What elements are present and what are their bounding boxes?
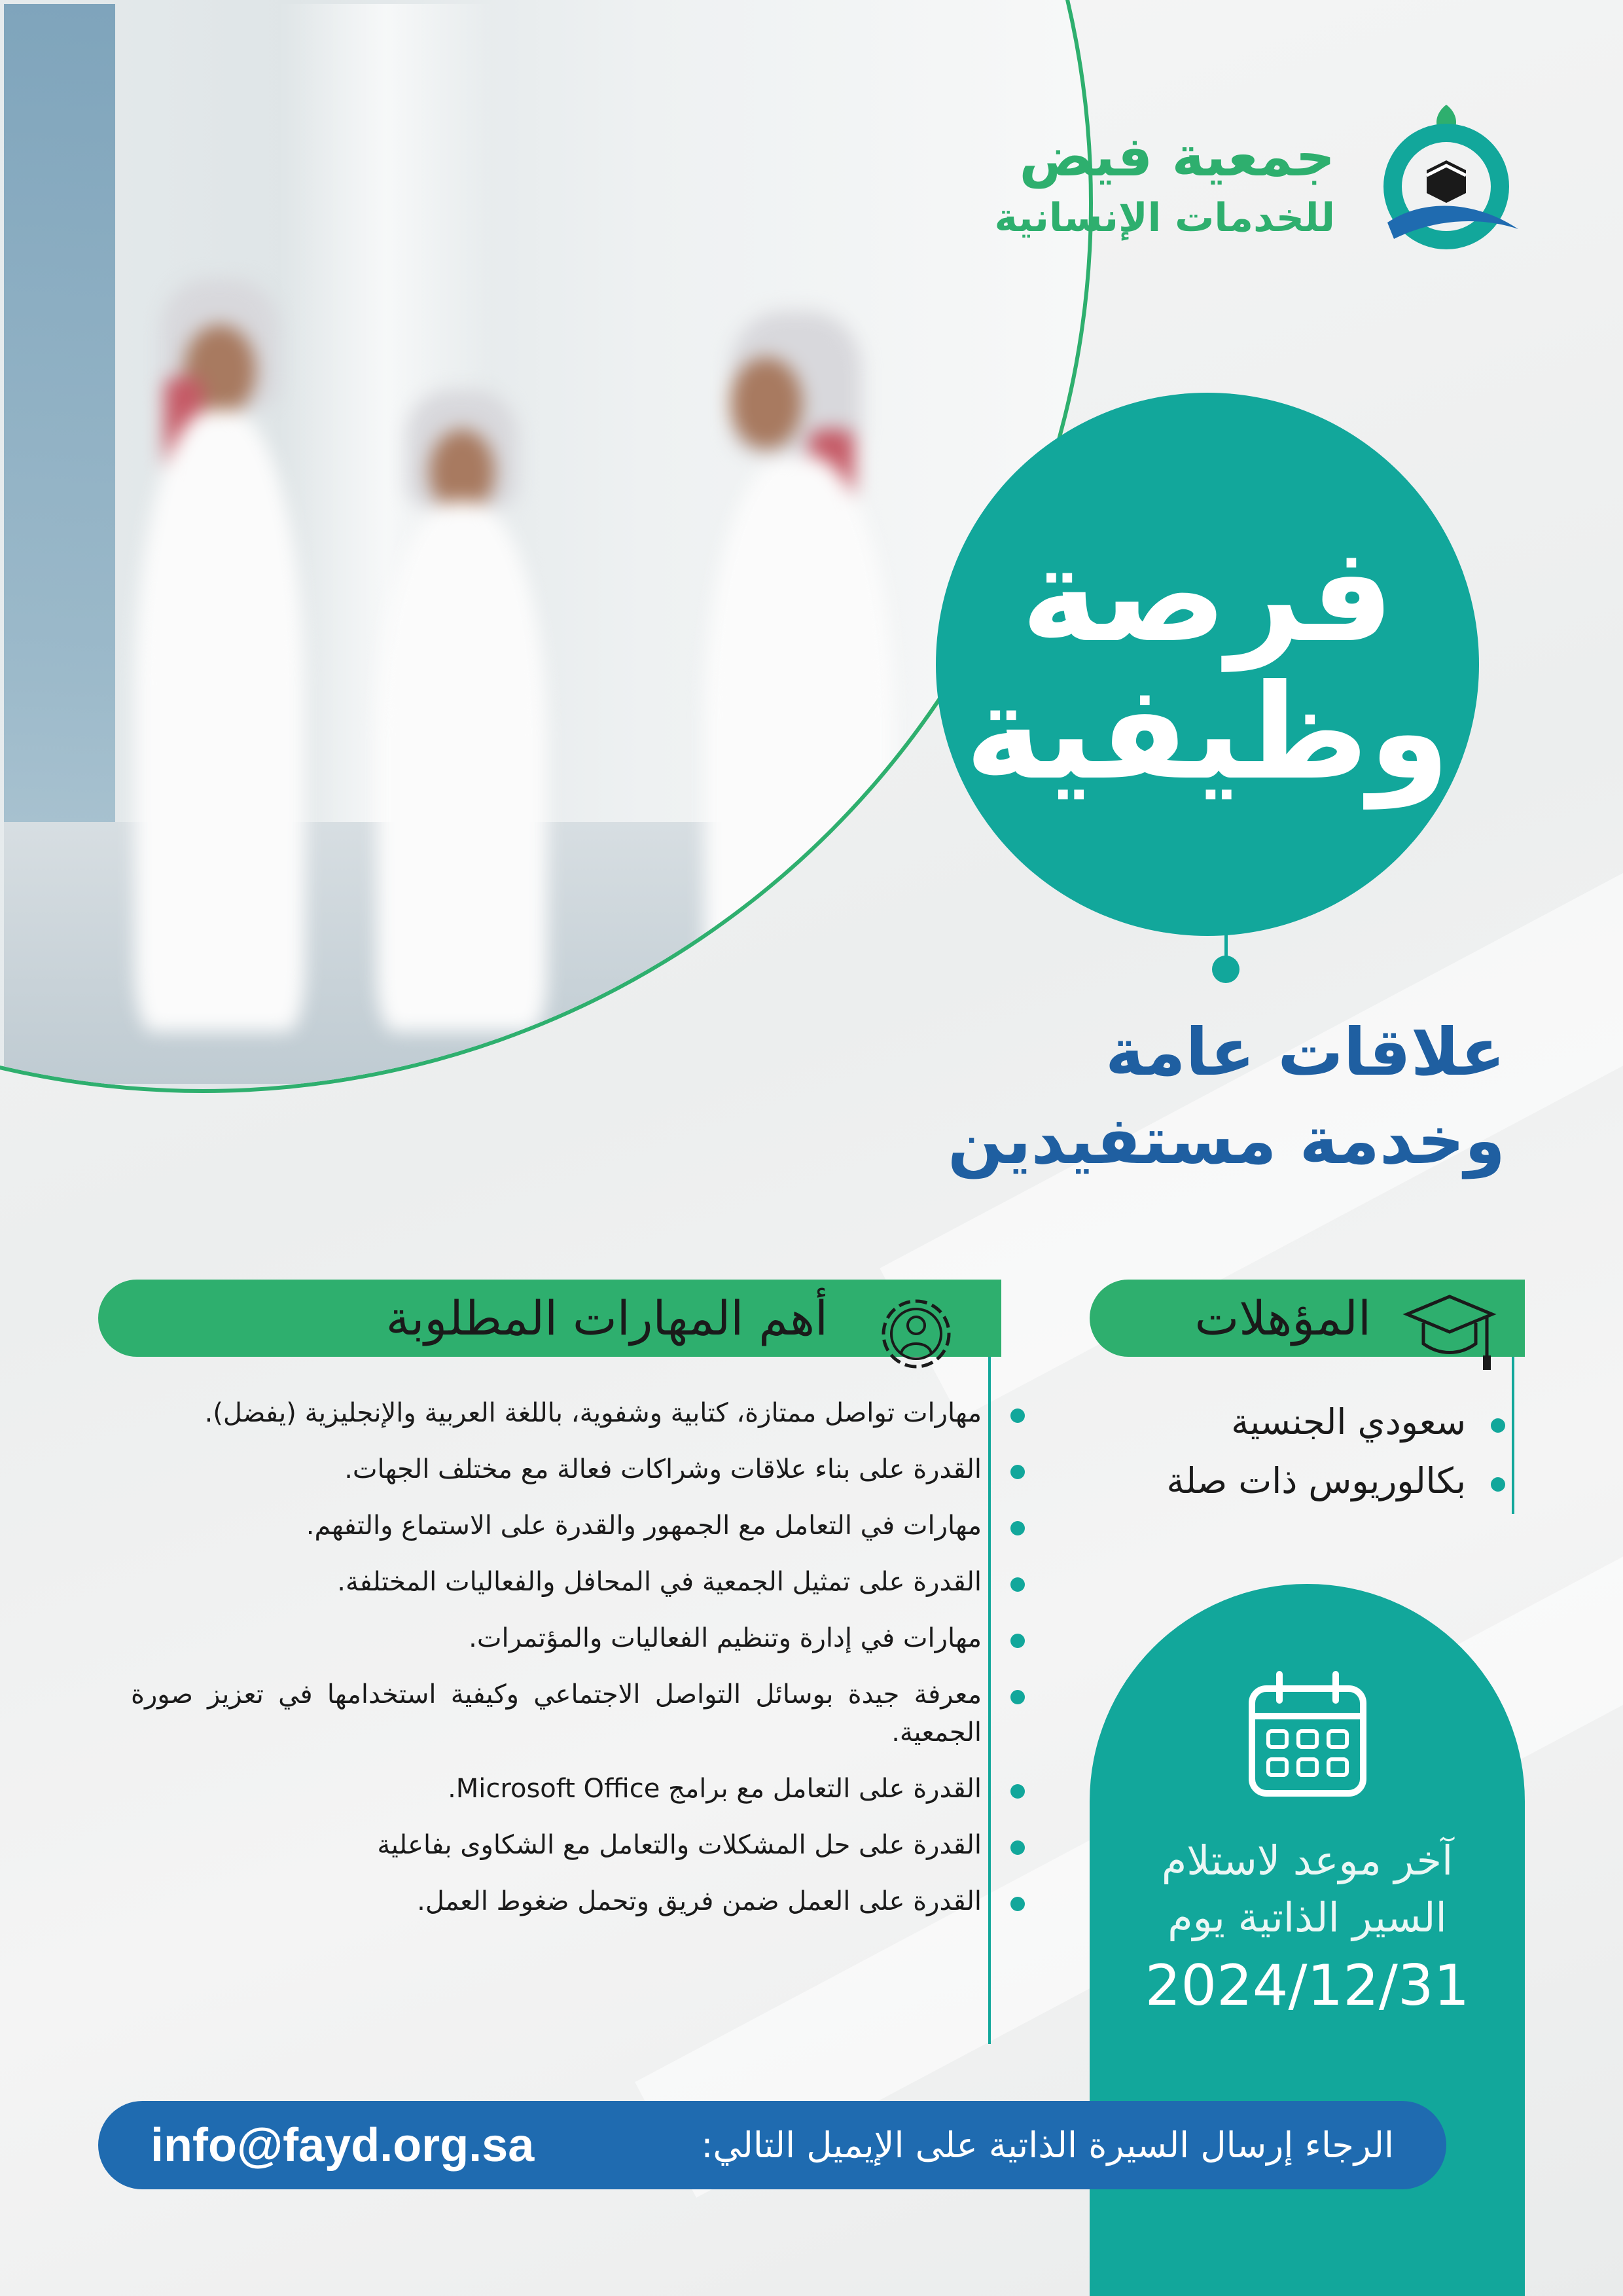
bullet-dot [1491, 1418, 1505, 1433]
connector-dot [1212, 956, 1240, 983]
list-item [1167, 1456, 1466, 1506]
deadline-text-line2: السير الذاتية يوم [1168, 1893, 1447, 1941]
skills-header [98, 1280, 1001, 1357]
kaaba-leaf-logo-icon [1368, 98, 1525, 255]
photo-person [377, 390, 547, 1031]
skill-text: معرفة جيدة بوسائل التواصل الاجتماعي وكيفية استخدامها في تعزيز صورة الجمعية. [131, 1679, 982, 1748]
skill-text: القدرة على تمثيل الجمعية في المحافل والفعاليات المختلفة. [337, 1567, 982, 1597]
skills-list [131, 1394, 982, 1939]
qualifications-timeline [1512, 1357, 1514, 1514]
job-title [948, 1008, 1505, 1185]
list-item [131, 1563, 982, 1601]
list-item [1167, 1397, 1466, 1447]
bullet-dot [1010, 1784, 1025, 1799]
bullet-dot [1010, 1690, 1025, 1704]
skill-text: مهارات في إدارة وتنظيم الفعاليات والمؤتمرات. [469, 1623, 982, 1653]
skill-text: القدرة على التعامل مع برامج Microsoft Office. [448, 1774, 982, 1804]
job-title-line1: علاقات عامة [1105, 1014, 1505, 1090]
qualifications-title: المؤهلات [1194, 1291, 1371, 1346]
list-item [131, 1450, 982, 1488]
bullet-dot [1010, 1408, 1025, 1423]
graduation-cap-icon [1400, 1278, 1499, 1376]
list-item [131, 1619, 982, 1657]
bullet-dot [1010, 1521, 1025, 1535]
photo-person [135, 279, 305, 1031]
contact-bar [98, 2101, 1446, 2189]
headline-circle [936, 393, 1479, 936]
contact-message: الرجاء إرسال السيرة الذاتية على الإيميل التالي: [701, 2125, 1394, 2166]
list-item [131, 1394, 982, 1432]
bullet-dot [1010, 1840, 1025, 1855]
bullet-dot [1010, 1465, 1025, 1479]
skills-title: أهم المهارات المطلوبة [385, 1291, 828, 1346]
office-photo [0, 0, 1093, 1093]
skill-text: مهارات تواصل ممتازة، كتابية وشفوية، باللغة العربية والإنجليزية (يفضل). [204, 1398, 982, 1428]
list-item [131, 1507, 982, 1545]
headline-line1: فرصة [1021, 519, 1394, 672]
skill-text: مهارات في التعامل مع الجمهور والقدرة على الاستماع والتفهم. [306, 1511, 982, 1541]
qualifications-header [1090, 1280, 1525, 1357]
calendar-icon [1245, 1669, 1370, 1800]
headline-line2: وظيفية [965, 656, 1450, 809]
bullet-dot [1010, 1897, 1025, 1911]
skill-text: القدرة على حل المشكلات والتعامل مع الشكاوى بفاعلية [377, 1830, 982, 1860]
job-title-line2: وخدمة مستفيدين [948, 1102, 1505, 1179]
qualification-text: سعودي الجنسية [1231, 1401, 1466, 1443]
deadline-date: 2024/12/31 [1145, 1952, 1470, 2018]
deadline-text-line1: آخر موعد لاستلام [1161, 1837, 1454, 1884]
list-item [131, 1770, 982, 1808]
org-subtitle: للخدمات الإنسانية [994, 195, 1335, 241]
skills-timeline [988, 1357, 991, 2044]
list-item [131, 1676, 982, 1751]
photo-person [704, 312, 894, 1045]
list-item [131, 1826, 982, 1864]
bullet-dot [1010, 1577, 1025, 1592]
bullet-dot [1010, 1634, 1025, 1648]
bullet-dot [1491, 1477, 1505, 1492]
email-link[interactable]: info@fayd.org.sa [151, 2119, 535, 2172]
skill-text: القدرة على العمل ضمن فريق وتحمل ضغوط العمل. [417, 1886, 982, 1916]
gear-person-icon [867, 1285, 965, 1383]
list-item [131, 1882, 982, 1920]
org-name: جمعية فيض [1019, 124, 1335, 188]
qualifications-list [1167, 1397, 1466, 1515]
qualification-text: بكالوريوس ذات صلة [1166, 1460, 1466, 1501]
skill-text: القدرة على بناء علاقات وشراكات فعالة مع مختلف الجهات. [344, 1454, 982, 1484]
